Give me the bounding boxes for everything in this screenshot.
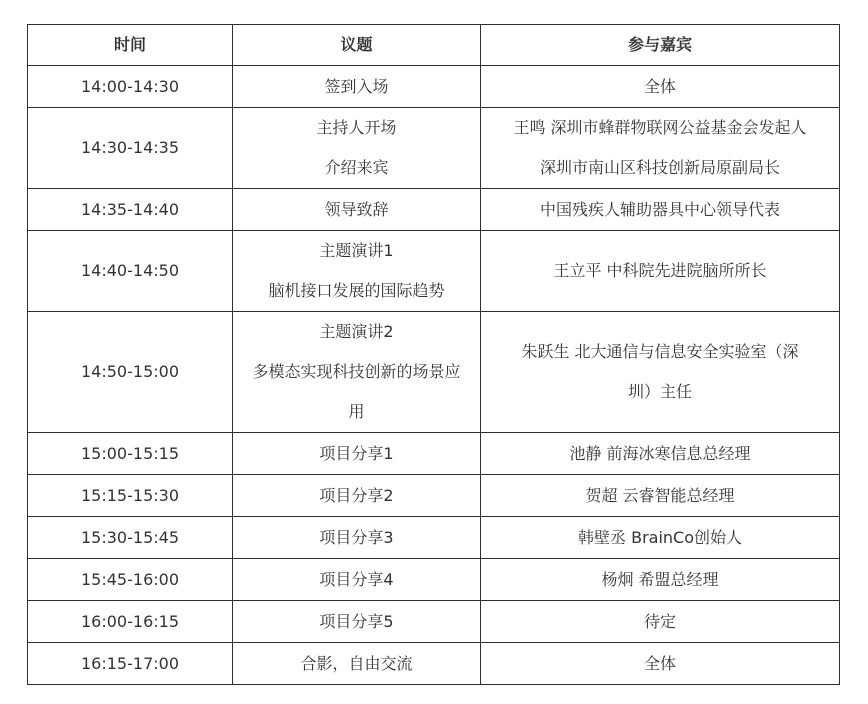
table-row <box>28 517 840 559</box>
guests-line: 韩壁丞 BrainCo创始人 <box>578 527 742 547</box>
time-cell: 15:00-15:15 <box>28 433 233 475</box>
guests-line: 杨炯 希盟总经理 <box>601 569 719 589</box>
guests-cell <box>481 643 840 685</box>
time-cell: 14:30-14:35 <box>28 108 233 189</box>
time-cell: 16:15-17:00 <box>28 643 233 685</box>
topic-line: 项目分享2 <box>319 485 394 505</box>
guests-cell <box>481 108 840 189</box>
guests-line: 王鸣 深圳市蜂群物联网公益基金会发起人 <box>513 118 807 137</box>
guests-line: 中国残疾人辅助器具中心领导代表 <box>539 199 780 219</box>
topic-line: 项目分享5 <box>319 611 394 631</box>
topic-cell <box>233 601 481 643</box>
guests-line: 贺超 云睿智能总经理 <box>585 485 735 505</box>
topic-cell <box>233 517 481 559</box>
table-header-row <box>28 25 840 66</box>
guests-line: 王立平 中科院先进院脑所所长 <box>553 261 767 280</box>
topic-line: 项目分享4 <box>319 569 394 589</box>
table-row <box>28 231 840 312</box>
topic-line: 项目分享3 <box>319 527 394 547</box>
header-guests: 参与嘉宾 <box>481 25 840 66</box>
guests-line: 待定 <box>643 611 676 631</box>
header-topic: 议题 <box>233 25 481 66</box>
table-row <box>28 643 840 685</box>
topic-line: 多模态实现科技创新的场景应 <box>252 362 461 381</box>
topic-cell <box>233 189 481 231</box>
guests-cell <box>481 312 840 433</box>
topic-cell <box>233 559 481 601</box>
table-row <box>28 433 840 475</box>
topic-line: 合影，自由交流 <box>300 653 413 673</box>
guests-cell <box>481 517 840 559</box>
topic-cell <box>233 475 481 517</box>
guests-line: 全体 <box>643 76 676 96</box>
guests-cell <box>481 601 840 643</box>
guests-line: 池静 前海冰寒信息总经理 <box>569 443 751 463</box>
header-time: 时间 <box>28 25 233 66</box>
guests-cell <box>481 189 840 231</box>
topic-line: 主题演讲2 <box>319 322 394 341</box>
guests-line: 朱跃生 北大通信与信息安全实验室（深 <box>521 342 799 361</box>
topic-line: 项目分享1 <box>319 443 394 463</box>
topic-cell <box>233 433 481 475</box>
table-row <box>28 108 840 189</box>
topic-line: 签到入场 <box>324 76 389 96</box>
topic-cell <box>233 108 481 189</box>
topic-cell <box>233 231 481 312</box>
guests-cell <box>481 559 840 601</box>
guests-cell <box>481 433 840 475</box>
topic-line: 用 <box>348 402 365 421</box>
topic-line: 主题演讲1 <box>319 241 394 260</box>
table-row <box>28 475 840 517</box>
time-cell: 14:40-14:50 <box>28 231 233 312</box>
topic-cell <box>233 643 481 685</box>
time-cell: 14:50-15:00 <box>28 312 233 433</box>
table-row <box>28 189 840 231</box>
table-row <box>28 601 840 643</box>
topic-cell <box>233 312 481 433</box>
time-cell: 16:00-16:15 <box>28 601 233 643</box>
agenda-table <box>27 24 840 685</box>
guests-cell <box>481 66 840 108</box>
topic-line: 领导致辞 <box>324 199 389 219</box>
topic-line: 介绍来宾 <box>324 158 389 177</box>
guests-cell <box>481 475 840 517</box>
time-cell: 15:15-15:30 <box>28 475 233 517</box>
table-row <box>28 312 840 433</box>
topic-line: 主持人开场 <box>316 118 397 137</box>
topic-cell <box>233 66 481 108</box>
time-cell: 15:45-16:00 <box>28 559 233 601</box>
guests-line: 深圳市南山区科技创新局原副局长 <box>539 158 780 177</box>
guests-line: 全体 <box>643 653 676 673</box>
table-row <box>28 66 840 108</box>
time-cell: 14:00-14:30 <box>28 66 233 108</box>
topic-line: 脑机接口发展的国际趋势 <box>268 281 445 300</box>
guests-cell <box>481 231 840 312</box>
time-cell: 15:30-15:45 <box>28 517 233 559</box>
table-row <box>28 559 840 601</box>
time-cell: 14:35-14:40 <box>28 189 233 231</box>
guests-line: 圳）主任 <box>627 382 692 401</box>
